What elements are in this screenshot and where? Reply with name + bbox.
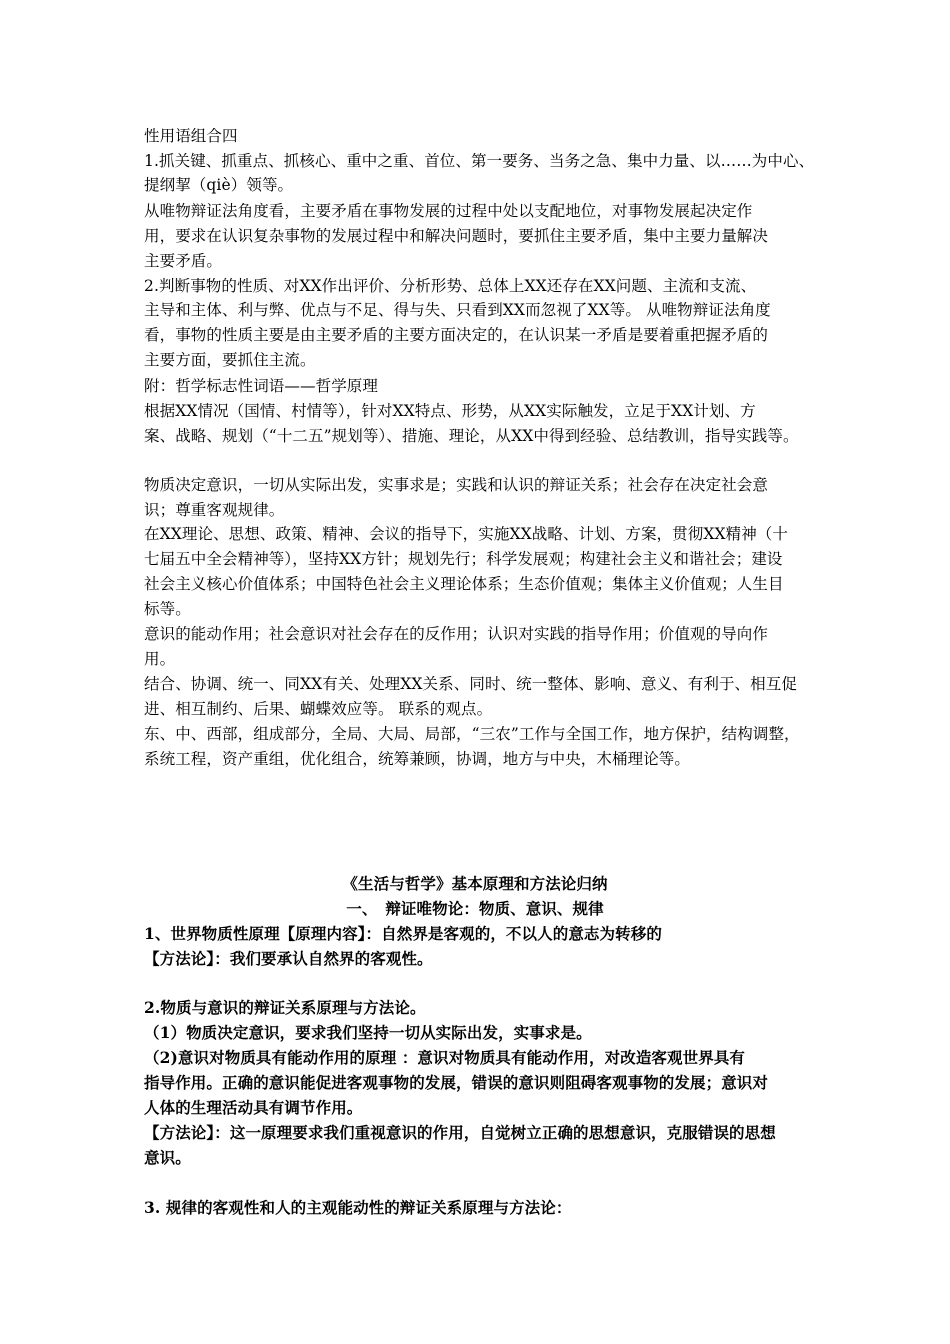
text-line: （2)意识对物质具有能动作用的原理 ：意识对物质具有能动作用，对改造客观世界具有 (144, 1048, 746, 1067)
text-line: 系统工程，资产重组，优化组合，统筹兼顾，协调，地方与中央，木桶理论等。 (144, 750, 691, 768)
text-line: 意识。 (144, 1148, 191, 1167)
text-line: 人体的生理活动具有调节作用。 (144, 1098, 363, 1117)
text-line: （1）物质决定意识，要求我们坚持一切从实际出发，实事求是。 (144, 1023, 592, 1042)
text-line: 2.判断事物的性质、对XX作出评价、分析形势、总体上XX还存在XX问题、主流和支流、 (144, 277, 757, 295)
text-line: 从唯物辩证法角度看，主要矛盾在事物发展的过程中处以支配地位，对事物发展起决定作 (144, 202, 753, 220)
text-line: 附：哲学标志性词语——哲学原理 (144, 377, 379, 395)
text-line: 案、战略、规划（“十二五”规划等）、措施、理论，从XX中得到经验、总结教训，指导实践等。 (144, 427, 799, 445)
document-title: 《生活与哲学》基本原理和方法论归纳 (342, 874, 608, 893)
text-line: 1、世界物质性原理【原理内容】：自然界是客观的，不以人的意志为转移的 (144, 924, 662, 943)
text-line: 提纲挈（qiè）领等。 (144, 176, 294, 194)
text-line: 用。 (144, 650, 176, 668)
section-subtitle: 一、 辩证唯物论：物质、意识、规律 (346, 899, 604, 918)
text-line: 【方法论】：我们要承认自然界的客观性。 (144, 949, 433, 968)
text-line: 社会主义核心价值体系；中国特色社会主义理论体系；生态价值观；集体主义价值观；人生目 (144, 575, 784, 593)
text-line: 七届五中全会精神等），坚持XX方针；规划先行；科学发展观；构建社会主义和谐社会；建设 (144, 550, 783, 568)
text-line: 看，事物的性质主要是由主要矛盾的主要方面决定的，在认识某一矛盾是要着重把握矛盾的 (144, 326, 769, 344)
text-line: 东、中、西部，组成部分，全局、大局、局部，“三农”工作与全国工作，地方保护，结构调整， (144, 725, 800, 743)
text-line: 指导作用。正确的意识能促进客观事物的发展，错误的意识则阻碍客观事物的发展；意识对 (144, 1073, 769, 1092)
text-line: 标等。 (144, 600, 191, 618)
text-line: 在XX理论、思想、政策、精神、会议的指导下，实施XX战略、计划、方案，贯彻XX精神（十 (144, 525, 789, 543)
text-line: 主导和主体、利与弊、优点与不足、得与失、只看到XX而忽视了XX等。 从唯物辩证法角度 (144, 301, 771, 319)
text-line: 主要方面，要抓住主流。 (144, 351, 316, 369)
text-line: 1.抓关键、抓重点、抓核心、重中之重、首位、第一要务、当务之急、集中力量、以……为中心、 (144, 152, 815, 170)
text-line: 用，要求在认识复杂事物的发展过程中和解决问题时，要抓住主要矛盾，集中主要力量解决 (144, 227, 769, 245)
text-line: 3. 规律的客观性和人的主观能动性的辩证关系原理与方法论： (144, 1198, 572, 1217)
text-line: 【方法论】：这一原理要求我们重视意识的作用，自觉树立正确的思想意识，克服错误的思想 (144, 1123, 776, 1142)
text-line: 2.物质与意识的辩证关系原理与方法论。 (144, 998, 426, 1017)
text-line: 物质决定意识，一切从实际出发，实事求是；实践和认识的辩证关系；社会存在决定社会意 (144, 476, 769, 494)
text-line: 进、相互制约、后果、蝴蝶效应等。 联系的观点。 (144, 700, 493, 718)
section-heading: 性用语组合四 (144, 127, 238, 145)
text-line: 主要矛盾。 (144, 252, 223, 270)
text-line: 意识的能动作用；社会意识对社会存在的反作用；认识对实践的指导作用；价值观的导向作 (144, 625, 769, 643)
text-line: 结合、协调、统一、同XX有关、处理XX关系、同时、统一整体、影响、意义、有利于、相互促 (144, 675, 797, 693)
text-line: 识；尊重客观规律。 (144, 501, 285, 519)
text-line: 根据XX情况（国情、村情等），针对XX特点、形势，从XX实际触发，立足于XX计划、方 (144, 402, 756, 420)
